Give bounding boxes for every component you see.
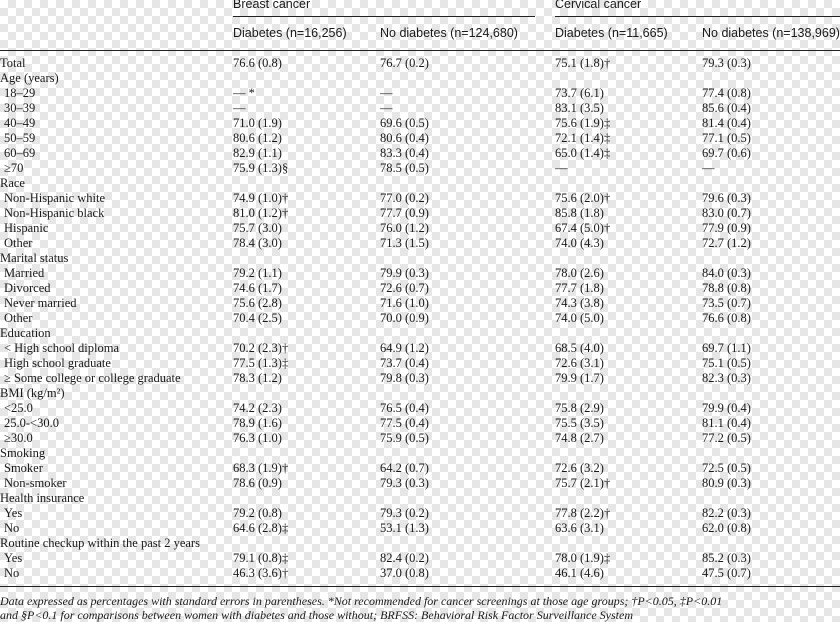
value-cell: 70.2 (2.3)†: [233, 341, 289, 355]
row-label: High school graduate: [4, 356, 111, 370]
table-row: [0, 206, 840, 221]
row-label: No: [4, 521, 20, 535]
row-label: No: [4, 566, 20, 580]
value-cell: 79.3 (0.3): [702, 56, 751, 70]
value-cell: 77.1 (0.5): [702, 131, 751, 145]
value-cell: 46.3 (3.6)†: [233, 566, 289, 580]
value-cell: 75.1 (0.5): [702, 356, 751, 370]
table-row: [0, 311, 840, 326]
value-cell: 80.6 (1.2): [233, 131, 282, 145]
value-cell: 77.7 (0.9): [380, 206, 429, 220]
value-cell: 72.7 (1.2): [702, 236, 751, 250]
value-cell: 82.9 (1.1): [233, 146, 282, 160]
value-cell: 77.0 (0.2): [380, 191, 429, 205]
table-row: [0, 386, 840, 401]
value-cell: 79.6 (0.3): [702, 191, 751, 205]
value-cell: —: [555, 161, 568, 175]
value-cell: 79.3 (0.2): [380, 506, 429, 520]
value-cell: 70.4 (2.5): [233, 311, 282, 325]
table-row: [0, 446, 840, 461]
value-cell: 76.7 (0.2): [380, 56, 429, 70]
value-cell: 78.9 (1.6): [233, 416, 282, 430]
value-cell: 79.9 (1.7): [555, 371, 604, 385]
value-cell: 79.9 (0.3): [380, 266, 429, 280]
row-label: Married: [4, 266, 45, 280]
value-cell: 74.6 (1.7): [233, 281, 282, 295]
value-cell: 64.9 (1.2): [380, 341, 429, 355]
section-label: Age (years): [0, 71, 59, 85]
value-cell: 78.6 (0.9): [233, 476, 282, 490]
value-cell: 76.6 (0.8): [702, 311, 751, 325]
row-label: Non-Hispanic white: [4, 191, 106, 205]
value-cell: 69.6 (0.5): [380, 116, 429, 130]
value-cell: 75.6 (2.8): [233, 296, 282, 310]
value-cell: 77.7 (1.8): [555, 281, 604, 295]
value-cell: 47.5 (0.7): [702, 566, 751, 580]
value-cell: 63.6 (3.1): [555, 521, 604, 535]
value-cell: 75.1 (1.8)†: [555, 56, 611, 70]
row-label: 18–29: [4, 86, 36, 100]
table-row: [0, 416, 840, 431]
section-label: Health insurance: [0, 491, 85, 505]
value-cell: 77.8 (2.2)†: [555, 506, 611, 520]
value-cell: 82.2 (0.3): [702, 506, 751, 520]
row-label: Never married: [4, 296, 77, 310]
section-label: Marital status: [0, 251, 69, 265]
row-label: < High school diploma: [4, 341, 120, 355]
value-cell: 81.1 (0.4): [702, 416, 751, 430]
value-cell: 85.8 (1.8): [555, 206, 604, 220]
table-row: [0, 116, 840, 131]
section-label: Education: [0, 326, 51, 340]
table-row: [0, 341, 840, 356]
table-row: [0, 221, 840, 236]
value-cell: 73.7 (0.4): [380, 356, 429, 370]
value-cell: 65.0 (1.4)‡: [555, 146, 611, 160]
value-cell: 72.6 (3.1): [555, 356, 604, 370]
value-cell: 73.5 (0.7): [702, 296, 751, 310]
group-rule-breast: [233, 16, 535, 17]
value-cell: —: [380, 101, 393, 115]
section-label: Smoking: [0, 446, 46, 460]
value-cell: 69.7 (1.1): [702, 341, 751, 355]
table-row: [0, 461, 840, 476]
header-rule: [0, 50, 840, 51]
value-cell: 75.5 (3.5): [555, 416, 604, 430]
value-cell: 75.9 (0.5): [380, 431, 429, 445]
value-cell: 76.6 (0.8): [233, 56, 282, 70]
value-cell: 72.5 (0.5): [702, 461, 751, 475]
value-cell: 77.9 (0.9): [702, 221, 751, 235]
value-cell: 74.8 (2.7): [555, 431, 604, 445]
table-row: [0, 566, 840, 581]
footnote-line: and §P<0.1 for comparisons between women with diabetes and those without; BRFSS: Behavioral Risk Factor Surveillance System: [0, 608, 633, 622]
value-cell: 77.5 (0.4): [380, 416, 429, 430]
value-cell: 73.7 (6.1): [555, 86, 604, 100]
table-row: [0, 176, 840, 191]
row-label: <25.0: [4, 401, 33, 415]
section-label: Total: [0, 56, 26, 70]
value-cell: 76.3 (1.0): [233, 431, 282, 445]
value-cell: 77.5 (1.3)‡: [233, 356, 289, 370]
value-cell: —: [380, 86, 393, 100]
value-cell: 75.6 (1.9)‡: [555, 116, 611, 130]
value-cell: 74.9 (1.0)†: [233, 191, 289, 205]
row-label: 30–39: [4, 101, 36, 115]
row-label: Hispanic: [4, 221, 49, 235]
value-cell: 78.0 (1.9)‡: [555, 551, 611, 565]
value-cell: 83.0 (0.7): [702, 206, 751, 220]
value-cell: 71.6 (1.0): [380, 296, 429, 310]
table-row: [0, 146, 840, 161]
value-cell: 78.5 (0.5): [380, 161, 429, 175]
table-row: [0, 536, 840, 551]
value-cell: —: [233, 101, 246, 115]
value-cell: — *: [233, 86, 255, 100]
value-cell: 71.3 (1.5): [380, 236, 429, 250]
value-cell: 46.1 (4.6): [555, 566, 604, 580]
value-cell: 83.3 (0.4): [380, 146, 429, 160]
row-label: ≥ Some college or college graduate: [4, 371, 181, 385]
value-cell: 75.6 (2.0)†: [555, 191, 611, 205]
table-row: [0, 476, 840, 491]
value-cell: 72.6 (0.7): [380, 281, 429, 295]
table-row: [0, 356, 840, 371]
value-cell: 77.4 (0.8): [702, 86, 751, 100]
value-cell: 37.0 (0.8): [380, 566, 429, 580]
row-label: Non-Hispanic black: [4, 206, 105, 220]
table-row: [0, 521, 840, 536]
table-row: [0, 551, 840, 566]
row-label: ≥70: [4, 161, 24, 175]
value-cell: 75.8 (2.9): [555, 401, 604, 415]
value-cell: 78.0 (2.6): [555, 266, 604, 280]
value-cell: 64.6 (2.8)‡: [233, 521, 289, 535]
row-label: Non-smoker: [4, 476, 67, 490]
value-cell: 68.3 (1.9)†: [233, 461, 289, 475]
value-cell: 78.8 (0.8): [702, 281, 751, 295]
table-row: [0, 161, 840, 176]
table-row: [0, 506, 840, 521]
table-row: [0, 101, 840, 116]
value-cell: 78.4 (3.0): [233, 236, 282, 250]
value-cell: 80.9 (0.3): [702, 476, 751, 490]
value-cell: 82.4 (0.2): [380, 551, 429, 565]
table-row: [0, 266, 840, 281]
row-label: Yes: [4, 506, 23, 520]
row-label: 40–49: [4, 116, 36, 130]
value-cell: 82.3 (0.3): [702, 371, 751, 385]
table-row: [0, 251, 840, 266]
table-row: [0, 431, 840, 446]
group-header-cervical: Cervical cancer: [555, 0, 642, 11]
footnote-line: Data expressed as percentages with standard errors in parentheses. *Not recommended for cancer screenings at those age groups; †P<0.05, ‡P<0.01: [0, 594, 723, 608]
bottom-rule: [0, 586, 840, 587]
value-cell: 74.2 (2.3): [233, 401, 282, 415]
group-rule-cervical: [555, 16, 840, 17]
value-cell: 79.1 (0.8)‡: [233, 551, 289, 565]
table-row: [0, 326, 840, 341]
column-header: No diabetes (n=124,680): [380, 26, 518, 40]
table-row: [0, 86, 840, 101]
value-cell: 85.2 (0.3): [702, 551, 751, 565]
value-cell: 79.2 (0.8): [233, 506, 282, 520]
row-label: Divorced: [4, 281, 51, 295]
column-header: Diabetes (n=11,665): [555, 26, 668, 40]
value-cell: —: [702, 161, 715, 175]
value-cell: 83.1 (3.5): [555, 101, 604, 115]
section-label: BMI (kg/m²): [0, 386, 65, 400]
section-label: Race: [0, 176, 25, 190]
value-cell: 74.0 (5.0): [555, 311, 604, 325]
table-row: [0, 191, 840, 206]
value-cell: 75.9 (1.3)§: [233, 161, 289, 175]
value-cell: 74.3 (3.8): [555, 296, 604, 310]
value-cell: 72.6 (3.2): [555, 461, 604, 475]
value-cell: 75.7 (2.1)†: [555, 476, 611, 490]
value-cell: 80.6 (0.4): [380, 131, 429, 145]
value-cell: 79.8 (0.3): [380, 371, 429, 385]
value-cell: 81.0 (1.2)†: [233, 206, 289, 220]
section-label: Routine checkup within the past 2 years: [0, 536, 200, 550]
table-row: [0, 296, 840, 311]
value-cell: 79.3 (0.3): [380, 476, 429, 490]
table-row: [0, 56, 840, 71]
value-cell: 64.2 (0.7): [380, 461, 429, 475]
group-header-breast: Breast cancer: [233, 0, 311, 11]
row-label: Other: [4, 311, 33, 325]
table-row: [0, 401, 840, 416]
table-row: [0, 281, 840, 296]
value-cell: 74.0 (4.3): [555, 236, 604, 250]
row-label: 60–69: [4, 146, 36, 160]
row-label: 25.0-<30.0: [4, 416, 59, 430]
row-label: Yes: [4, 551, 23, 565]
value-cell: 79.9 (0.4): [702, 401, 751, 415]
value-cell: 78.3 (1.2): [233, 371, 282, 385]
value-cell: 81.4 (0.4): [702, 116, 751, 130]
value-cell: 77.2 (0.5): [702, 431, 751, 445]
table-row: [0, 131, 840, 146]
value-cell: 67.4 (5.0)†: [555, 221, 611, 235]
table-row: [0, 236, 840, 251]
value-cell: 85.6 (0.4): [702, 101, 751, 115]
value-cell: 79.2 (1.1): [233, 266, 282, 280]
row-label: Smoker: [4, 461, 43, 475]
column-header: No diabetes (n=138,969): [702, 26, 840, 40]
column-header: Diabetes (n=16,256): [233, 26, 347, 40]
value-cell: 76.5 (0.4): [380, 401, 429, 415]
value-cell: 84.0 (0.3): [702, 266, 751, 280]
value-cell: 70.0 (0.9): [380, 311, 429, 325]
value-cell: 62.0 (0.8): [702, 521, 751, 535]
row-label: Other: [4, 236, 33, 250]
table-row: [0, 371, 840, 386]
value-cell: 53.1 (1.3): [380, 521, 429, 535]
table-row: [0, 491, 840, 506]
value-cell: 72.1 (1.4)‡: [555, 131, 611, 145]
row-label: ≥30.0: [4, 431, 33, 445]
value-cell: 68.5 (4.0): [555, 341, 604, 355]
value-cell: 69.7 (0.6): [702, 146, 751, 160]
footnote: [0, 594, 840, 622]
value-cell: 76.0 (1.2): [380, 221, 429, 235]
row-label: 50–59: [4, 131, 36, 145]
value-cell: 71.0 (1.9): [233, 116, 282, 130]
value-cell: 75.7 (3.0): [233, 221, 282, 235]
table-row: [0, 71, 840, 86]
